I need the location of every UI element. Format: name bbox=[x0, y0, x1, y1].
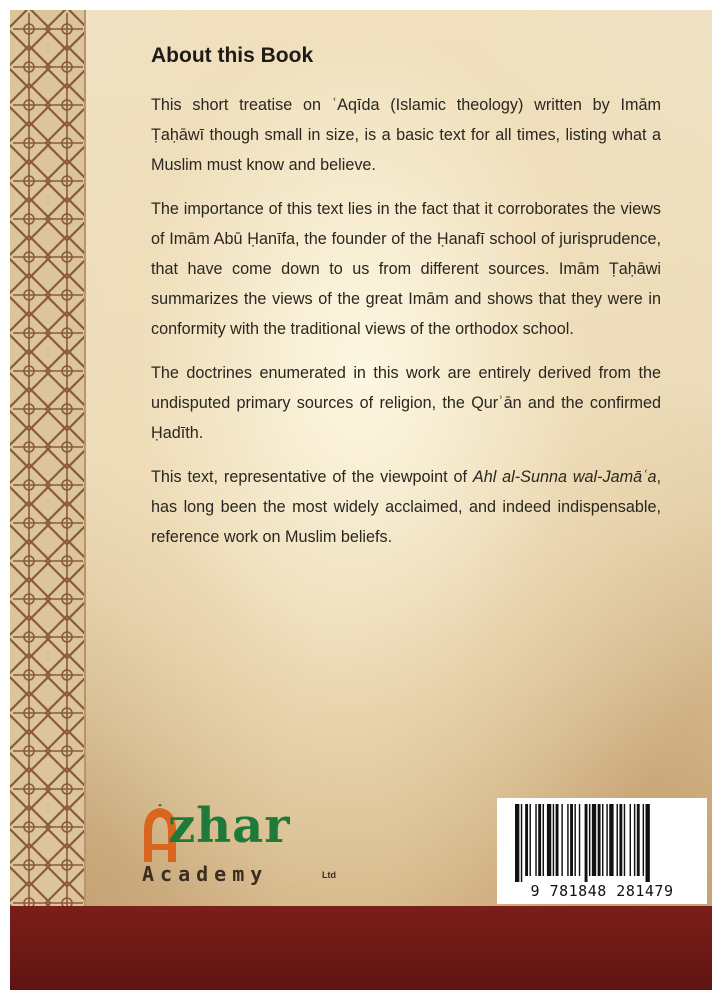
isbn-barcode bbox=[497, 798, 707, 904]
paragraph-3: The doctrines enumerated in this work are entirely derived from the undisputed primary sources of religion, the Qurʾān and the confirmed Ḥadīth. bbox=[151, 364, 661, 442]
logo-subtitle: Academy bbox=[142, 862, 269, 886]
section-heading: About this Book bbox=[151, 44, 314, 67]
logo-ltd: Ltd bbox=[322, 870, 336, 880]
paragraph-4-tail: , has long been the most widely acclaimed, and indeed indispensable, reference work on Muslim beliefs. bbox=[151, 468, 661, 546]
paragraph-1: This short treatise on ʿAqīda (Islamic theology) written by Imām Ṭaḥāwī though small in size, is a basic text for all times, listing what a Muslim must know and believe. bbox=[151, 96, 661, 174]
paragraph-4 bbox=[151, 462, 661, 552]
bottom-color-band bbox=[10, 906, 712, 990]
knotwork-border bbox=[10, 10, 86, 906]
paragraph-4-lead: This text, representative of the viewpoint of bbox=[151, 468, 473, 486]
paragraph-2: The importance of this text lies in the fact that it corroborates the views of Imām Abū Ḥanīfa, the founder of the Ḥanafī school of jurisprudence, that have come down to us from different sources. Imām Ṭaḥāwi summarizes the views of the great Imām and shows that they were in conformity with the traditional views of the orthodox school. bbox=[151, 200, 661, 338]
barcode-bars bbox=[497, 798, 707, 882]
paragraph-4-italic: Ahl al-Sunna wal-Jamāʿa bbox=[472, 468, 657, 486]
logo-wordmark: zhar bbox=[168, 798, 291, 854]
barcode-number: 9 781848 281479 bbox=[530, 882, 674, 900]
back-cover bbox=[10, 10, 712, 906]
knotwork-pattern bbox=[10, 10, 86, 906]
publisher-logo bbox=[140, 798, 370, 898]
description-block bbox=[140, 36, 660, 566]
